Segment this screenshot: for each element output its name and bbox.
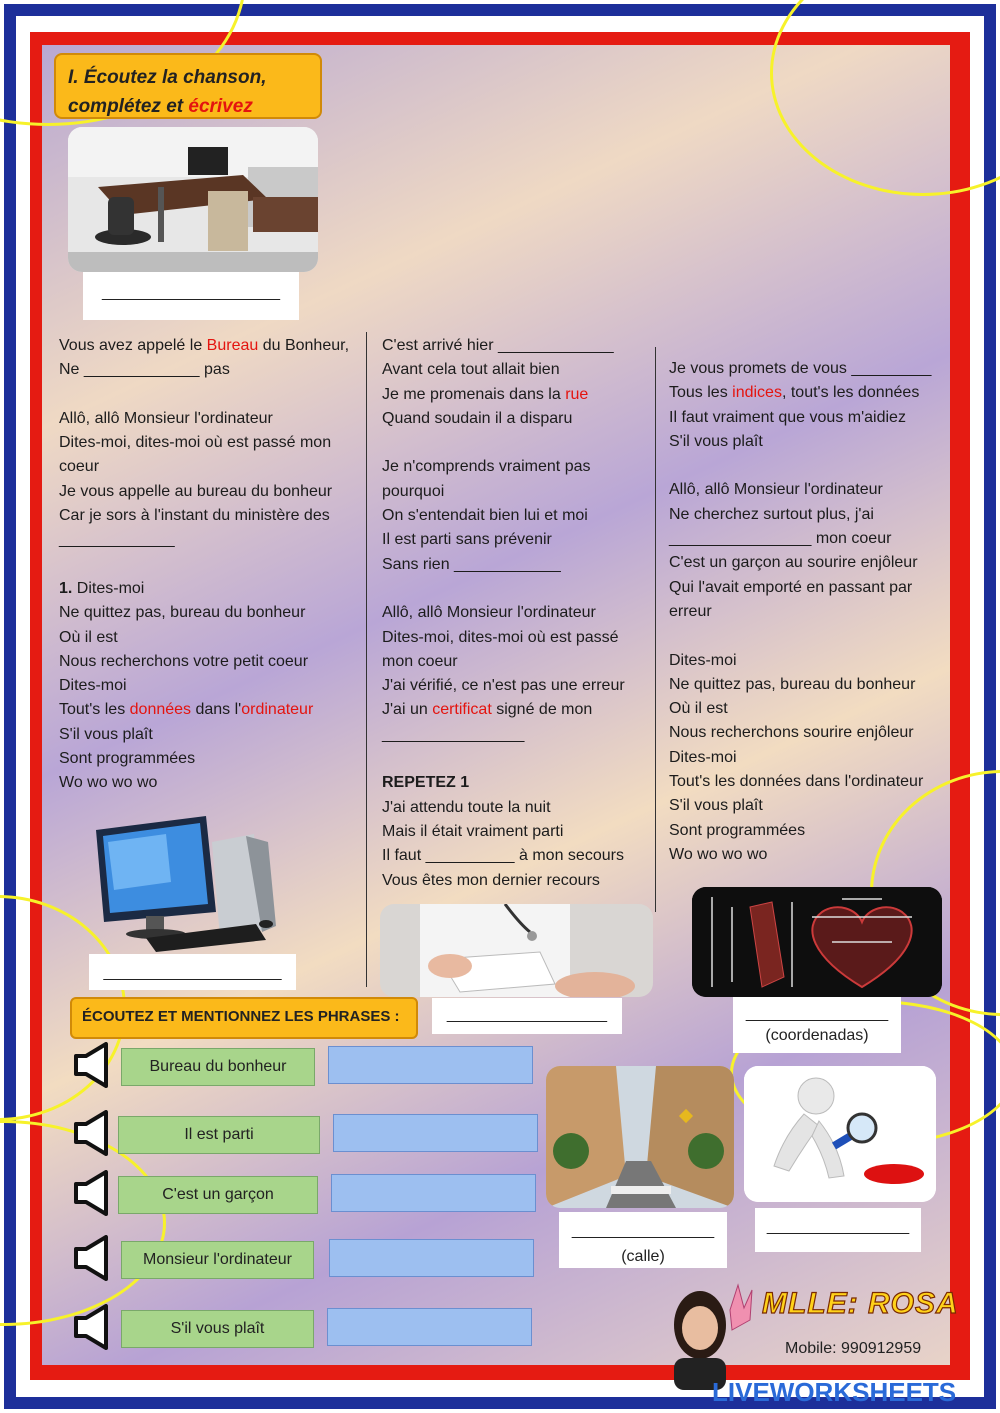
lyric-line	[382, 674, 652, 698]
lyric-line	[669, 430, 949, 454]
lyric-line	[59, 553, 364, 577]
lyric-line	[382, 796, 652, 820]
lyric-line	[669, 673, 949, 697]
phrase-answer-field[interactable]	[327, 1308, 532, 1346]
computer-answer-field[interactable]	[89, 954, 296, 990]
lyric-bold: 1.	[59, 579, 73, 597]
lyric-text: Qui l'avait emporté en passant par	[669, 578, 913, 596]
lyric-line	[669, 600, 949, 624]
heart-image	[692, 887, 942, 997]
lyric-line	[59, 358, 364, 382]
lyric-text: Tout's les données dans l'ordinateur	[669, 773, 924, 791]
street-answer-blank: ________________	[571, 1222, 715, 1239]
office-answer-blank: ____________________	[102, 284, 280, 301]
lyric-text: , tout's les données	[781, 384, 920, 402]
lyric-text: Dites-moi, dites-moi où est passé	[382, 628, 619, 646]
lyric-line	[59, 771, 364, 795]
office-answer-field[interactable]	[83, 272, 299, 320]
coordinates-answer-field[interactable]	[733, 997, 901, 1053]
lyric-line	[382, 650, 652, 674]
lyric-text: Vous êtes mon dernier recours	[382, 871, 600, 889]
lyric-text: Allô, allô Monsieur l'ordinateur	[382, 604, 596, 622]
computer-illustration	[86, 812, 282, 954]
lyric-text: Dites-moi	[59, 677, 127, 695]
lyric-text: Quand soudain il a disparu	[382, 409, 573, 427]
lyrics-column-3	[669, 357, 949, 867]
lyric-bold: REPETEZ 1	[382, 774, 470, 792]
teacher-mobile: Mobile: 990912959	[785, 1340, 922, 1357]
lyric-line	[669, 551, 949, 575]
lyric-line	[382, 358, 652, 382]
phrase-answer-field[interactable]	[328, 1046, 533, 1084]
lyric-highlight: certificat	[432, 701, 492, 719]
lyric-line	[382, 528, 652, 552]
lyric-line	[382, 723, 652, 747]
lyric-line	[59, 334, 364, 358]
lyric-text: Il faut __________ à mon secours	[382, 847, 624, 865]
street-illustration	[546, 1066, 734, 1208]
lyric-text: Où il est	[669, 700, 728, 718]
phrase-label: C'est un garçon	[118, 1176, 318, 1214]
lyric-line	[669, 624, 949, 648]
lyric-text: dans l'	[191, 701, 242, 719]
lyric-text: signé de mon	[491, 701, 593, 719]
lyrics-column-2	[382, 334, 652, 893]
lyric-line	[669, 721, 949, 745]
title-line2-red: écrivez	[188, 96, 253, 117]
lyric-line	[59, 601, 364, 625]
column-divider	[366, 332, 367, 987]
lyric-text: Je vous promets de vous _________	[669, 360, 932, 377]
lyric-text: Dites-moi	[669, 748, 737, 766]
phrase-label: S'il vous plaît	[121, 1310, 314, 1348]
lyric-text: J'ai attendu toute la nuit	[382, 798, 551, 816]
lyric-line	[669, 843, 949, 867]
lyrics-column-1	[59, 334, 364, 796]
lyric-line	[59, 431, 364, 455]
lyric-text: Dites-moi	[72, 579, 145, 597]
lyric-line	[669, 697, 949, 721]
lyric-text: C'est arrivé hier _____________	[382, 337, 614, 354]
lyric-line	[382, 383, 652, 407]
computer-answer-blank: ____________________	[103, 964, 282, 981]
lyric-line	[382, 455, 652, 479]
lyric-text: Sans rien ____________	[382, 555, 561, 573]
lyric-text: S'il vous plaît	[669, 797, 763, 815]
lyric-highlight: données	[129, 701, 192, 719]
lyric-line	[382, 869, 652, 893]
lyric-text: pourquoi	[382, 482, 445, 500]
doctor-certificate-illustration	[380, 904, 653, 997]
speaker-icon[interactable]	[72, 1235, 114, 1281]
lyric-text: Ne _____________ pas	[59, 361, 230, 379]
lyric-text: Je me promenais dans la	[382, 385, 566, 403]
lyric-line	[382, 480, 652, 504]
lyric-line	[669, 576, 949, 600]
section2-title	[70, 997, 418, 1039]
lyric-line	[382, 431, 652, 455]
lyric-line	[669, 527, 949, 551]
lyric-line	[669, 770, 949, 794]
lyric-line	[59, 480, 364, 504]
lyric-line	[382, 334, 652, 358]
phrase-label: Monsieur l'ordinateur	[121, 1241, 314, 1279]
phrase-answer-field[interactable]	[333, 1114, 538, 1152]
lyric-line	[669, 649, 949, 673]
certificate-image	[380, 904, 653, 997]
lyric-line	[669, 503, 949, 527]
section2-title-text: ÉCOUTEZ ET MENTIONNEZ LES PHRASES :	[82, 1008, 400, 1025]
liveworksheets-watermark: LIVEWORKSHEETS	[712, 1377, 957, 1407]
lyric-line	[59, 723, 364, 747]
lyric-line	[382, 407, 652, 431]
lyric-text: Ne quittez pas, bureau du bonheur	[59, 604, 306, 622]
lyric-text: S'il vous plaît	[59, 725, 153, 743]
certificate-answer-blank: __________________	[446, 1006, 608, 1023]
magnifier-figure-illustration	[744, 1066, 936, 1202]
lyric-line	[59, 577, 364, 601]
lyric-text: Dites-moi	[669, 651, 737, 669]
lyric-text: erreur	[669, 602, 712, 620]
lyric-text: Ne cherchez surtout plus, j'ai	[669, 505, 874, 523]
lyric-text: du Bonheur,	[258, 337, 350, 354]
lyric-line	[382, 577, 652, 601]
coordinates-hint: (coordenadas)	[765, 1027, 869, 1044]
lyric-highlight: ordinateur	[241, 701, 314, 719]
lyric-line	[59, 528, 364, 552]
lyric-text: Vous avez appelé le	[59, 337, 207, 354]
lyric-line	[382, 771, 652, 795]
lyric-text: Allô, allô Monsieur l'ordinateur	[59, 409, 273, 427]
lyric-text: Dites-moi, dites-moi où est passé mon	[59, 434, 332, 452]
lyric-line	[382, 601, 652, 625]
lyric-line	[669, 819, 949, 843]
lyric-text: Tous les	[669, 384, 733, 402]
lyric-text: J'ai un	[382, 701, 433, 719]
lyric-line	[669, 357, 949, 381]
lyric-text: C'est un garçon au sourire enjôleur	[669, 554, 918, 572]
lyric-line	[669, 406, 949, 430]
lyric-line	[59, 698, 364, 722]
office-image	[68, 127, 318, 272]
phrase-answer-field[interactable]	[331, 1174, 536, 1212]
lyric-text: Avant cela tout allait bien	[382, 361, 560, 379]
lyric-line	[382, 844, 652, 868]
lyric-line	[669, 478, 949, 502]
search-answer-field[interactable]	[755, 1208, 921, 1252]
teacher-brand: MLLE: ROSA	[762, 1287, 959, 1320]
lyric-line	[59, 383, 364, 407]
lyric-line	[59, 407, 364, 431]
street-hint: (calle)	[621, 1248, 665, 1265]
lyric-text: Allô, allô Monsieur l'ordinateur	[669, 481, 883, 499]
lyric-line	[669, 454, 949, 478]
computer-image	[86, 812, 282, 954]
lyric-text: Je n'comprends vraiment pas	[382, 458, 591, 476]
lyric-text: Où il est	[59, 628, 118, 646]
search-answer-blank: ________________	[766, 1218, 910, 1235]
lyric-line	[59, 626, 364, 650]
lyric-line	[59, 504, 364, 528]
lyric-text: J'ai vérifié, ce n'est pas une erreur	[382, 677, 625, 695]
street-image	[546, 1066, 734, 1208]
speaker-icon[interactable]	[72, 1042, 114, 1088]
speaker-icon[interactable]	[72, 1110, 114, 1156]
lyric-text: _____________	[59, 531, 175, 549]
lyric-text: Tout's les	[59, 701, 130, 719]
lyric-text: Wo wo wo wo	[59, 774, 158, 792]
lyric-line	[59, 650, 364, 674]
lyric-text: coeur	[59, 458, 100, 476]
lyric-text: Sont programmées	[59, 750, 196, 768]
lyric-line	[382, 747, 652, 771]
street-answer-field[interactable]	[559, 1212, 727, 1268]
lyric-text: mon coeur	[382, 652, 458, 670]
lyric-line	[382, 626, 652, 650]
lyric-text: Il faut vraiment que vous m'aidiez	[669, 408, 906, 426]
speaker-icon[interactable]	[72, 1304, 114, 1350]
lyric-text: Il est parti sans prévenir	[382, 531, 552, 549]
lyric-line	[59, 747, 364, 771]
lyric-text: Nous recherchons sourire enjôleur	[669, 724, 914, 742]
office-desk-illustration	[68, 127, 318, 272]
lyric-line	[59, 455, 364, 479]
certificate-answer-field[interactable]	[432, 998, 622, 1034]
phrase-answer-field[interactable]	[329, 1239, 534, 1277]
lyric-text: Nous recherchons votre petit coeur	[59, 652, 309, 670]
lyric-text: ________________ mon coeur	[669, 530, 892, 548]
lyric-highlight: indices	[732, 384, 782, 402]
lyric-text: ________________	[382, 725, 525, 743]
lyric-text: Car je sors à l'instant du ministère des	[59, 507, 330, 525]
coordinates-answer-blank: ________________	[745, 1005, 889, 1022]
lyric-line	[382, 504, 652, 528]
lyric-highlight: Bureau	[206, 337, 259, 354]
lyric-text: S'il vous plaît	[669, 432, 763, 450]
lyric-line	[669, 746, 949, 770]
lyric-text: Sont programmées	[669, 821, 806, 839]
title-line2: complétez et	[68, 96, 189, 117]
title-line1: I. Écoutez la chanson,	[68, 67, 267, 88]
section1-title	[54, 53, 322, 119]
column-divider	[655, 347, 656, 912]
search-image	[744, 1066, 936, 1202]
lyric-line	[59, 674, 364, 698]
lyric-text: Ne quittez pas, bureau du bonheur	[669, 675, 916, 693]
lyric-line	[669, 794, 949, 818]
lyric-text: Je vous appelle au bureau du bonheur	[59, 482, 333, 500]
lyric-line	[382, 698, 652, 722]
lyric-line	[382, 820, 652, 844]
heart-coordinates-illustration	[692, 887, 942, 997]
teacher-avatar	[660, 1280, 760, 1390]
phrase-label: Bureau du bonheur	[121, 1048, 315, 1086]
lyric-line	[669, 381, 949, 405]
lyric-text: Mais il était vraiment parti	[382, 822, 564, 840]
lyric-text: On s'entendait bien lui et moi	[382, 507, 588, 525]
lyric-highlight: rue	[565, 385, 589, 403]
lyric-line	[382, 553, 652, 577]
lyric-text: Wo wo wo wo	[669, 845, 768, 863]
speaker-icon[interactable]	[72, 1170, 114, 1216]
phrase-label: Il est parti	[118, 1116, 320, 1154]
